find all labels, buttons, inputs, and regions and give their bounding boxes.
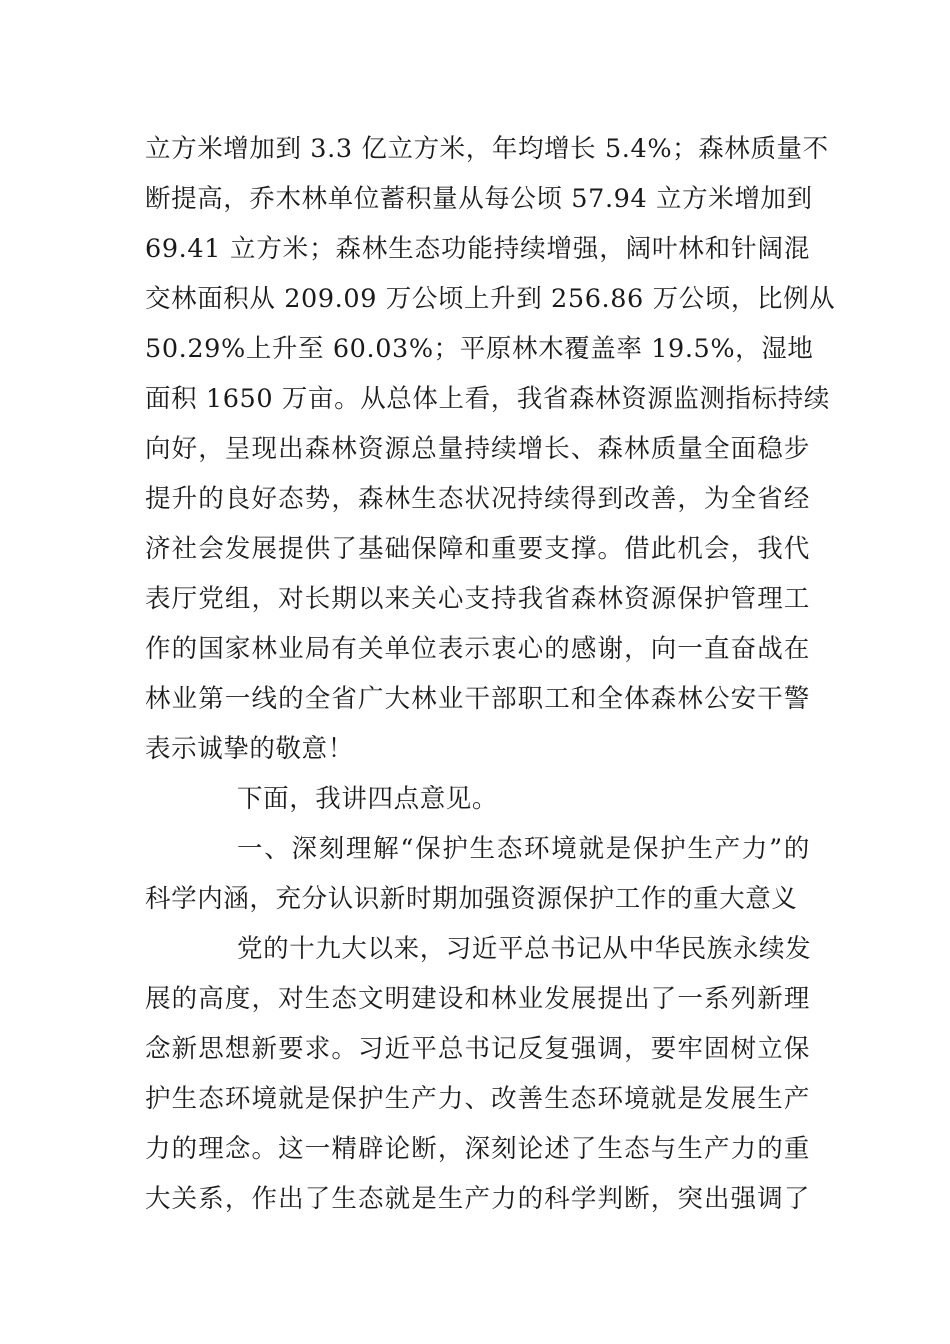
text-line-2: 断提高，乔木林单位蓄积量从每公顷 57.94 立方米增加到 [145, 184, 813, 214]
text-line-22: 大关系，作出了生态就是生产力的科学判断，突出强调了 [145, 1184, 810, 1214]
text-line-17: 党的十九大以来，习近平总书记从中华民族永续发 [237, 934, 812, 964]
text-line-12: 林业第一线的全省广大林业干部职工和全体森林公安干警 [145, 684, 810, 714]
text-line-19: 念新思想新要求。习近平总书记反复强调，要牢固树立保 [145, 1034, 810, 1064]
text-line-5: 50.29%上升至 60.03%；平原林木覆盖率 19.5%，湿地 [145, 334, 814, 364]
text-line-7: 向好，呈现出森林资源总量持续增长、森林质量全面稳步 [145, 434, 810, 464]
text-line-4: 交林面积从 209.09 万公顷上升到 256.86 万公顷，比例从 [145, 284, 836, 314]
text-line-21: 力的理念。这一精辟论断，深刻论述了生态与生产力的重 [145, 1134, 810, 1164]
text-line-10: 表厅党组，对长期以来关心支持我省森林资源保护管理工 [145, 584, 810, 614]
text-line-8: 提升的良好态势，森林生态状况持续得到改善，为全省经 [145, 484, 810, 514]
text-line-9: 济社会发展提供了基础保障和重要支撑。借此机会，我代 [145, 534, 810, 564]
text-line-11: 作的国家林业局有关单位表示衷心的感谢，向一直奋战在 [145, 634, 810, 664]
text-line-20: 护生态环境就是保护生产力、改善生态环境就是发展生产 [145, 1084, 810, 1114]
text-line-1: 立方米增加到 3.3 亿立方米，年均增长 5.4%；森林质量不 [145, 134, 829, 164]
text-line-6: 面积 1650 万亩。从总体上看，我省森林资源监测指标持续 [145, 384, 831, 414]
text-line-13: 表示诚挚的敬意！ [145, 734, 354, 764]
text-line-18: 展的高度，对生态文明建设和林业发展提出了一系列新理 [145, 984, 810, 1014]
text-line-14: 下面，我讲四点意见。 [237, 784, 499, 814]
section-heading-line-2: 科学内涵，充分认识新时期加强资源保护工作的重大意义 [145, 884, 798, 914]
text-line-3: 69.41 立方米；森林生态功能持续增强，阔叶林和针阔混 [145, 234, 810, 264]
section-heading-line-1: 一、深刻理解“保护生态环境就是保护生产力”的 [237, 834, 810, 864]
